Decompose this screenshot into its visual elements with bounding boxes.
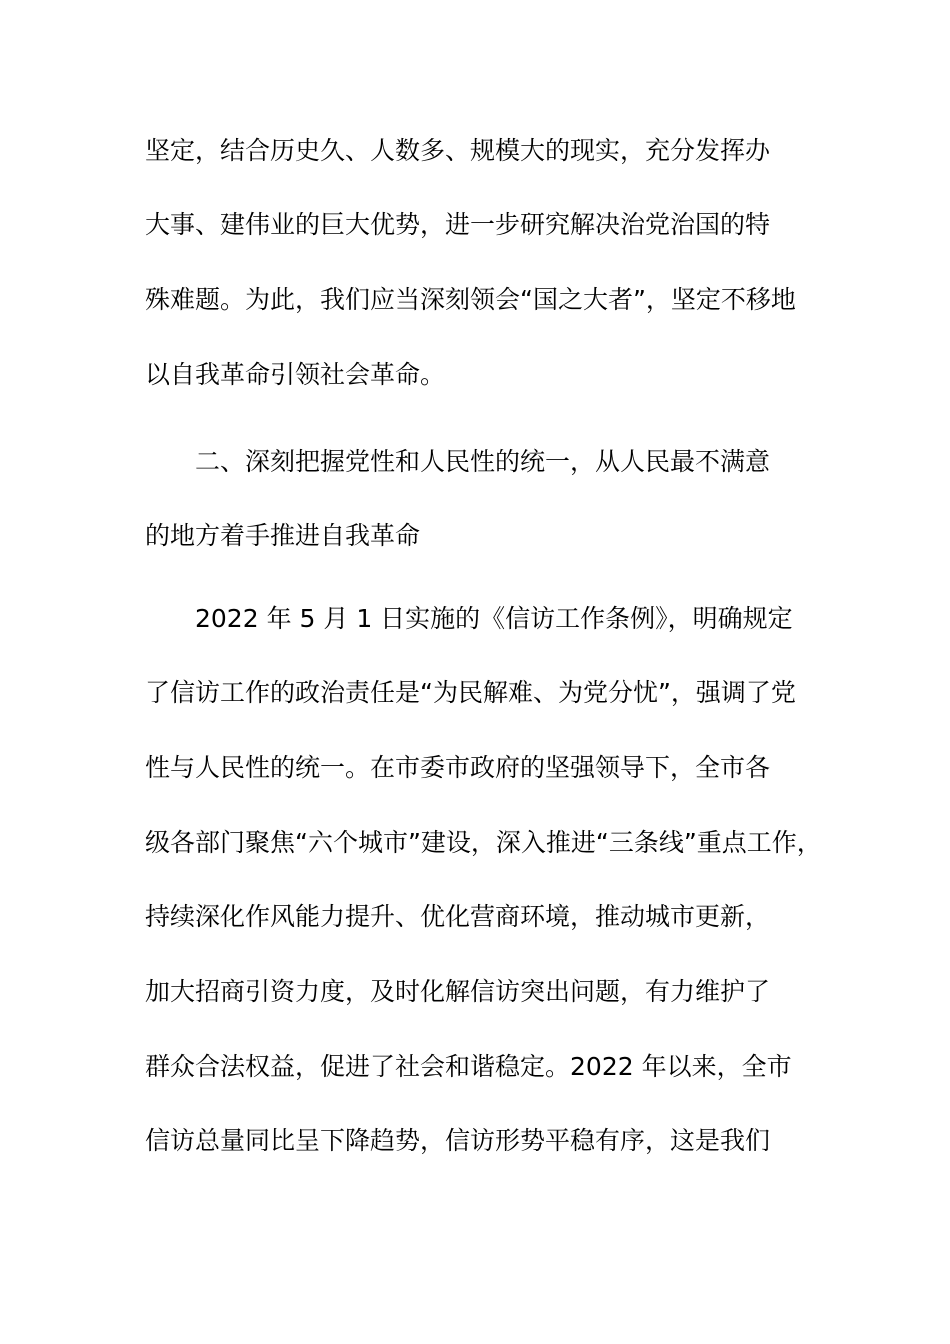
- paragraph-2-line-7: 群众合法权益，促进了社会和谐稳定。2022 年以来，全市: [145, 1052, 792, 1081]
- paragraph-2-line-5: 持续深化作风能力提升、优化营商环境，推动城市更新，: [145, 902, 771, 931]
- paragraph-2-line-8: 信访总量同比呈下降趋势，信访形势平稳有序，这是我们: [145, 1126, 771, 1155]
- paragraph-2-line-1: 2022 年 5 月 1 日实施的《信访工作条例》，明确规定: [195, 604, 793, 633]
- paragraph-1-line-4: 以自我革命引领社会革命。: [145, 360, 446, 389]
- section-heading-line-1: 二、深刻把握党性和人民性的统一，从人民最不满意: [195, 447, 771, 476]
- paragraph-1-line-2: 大事、建伟业的巨大优势，进一步研究解决治党治国的特: [145, 210, 771, 239]
- paragraph-2-line-3: 性与人民性的统一。在市委市政府的坚强领导下，全市各: [145, 753, 771, 782]
- paragraph-2-line-2: 了信访工作的政治责任是“为民解难、为党分忧”，强调了党: [145, 678, 796, 707]
- paragraph-2-line-4: 级各部门聚焦“六个城市”建设，深入推进“三条线”重点工作，: [145, 828, 822, 857]
- section-heading-line-2: 的地方着手推进自我革命: [145, 521, 421, 550]
- paragraph-1-line-3: 殊难题。为此，我们应当深刻领会“国之大者”，坚定不移地: [145, 285, 796, 314]
- paragraph-1-line-1: 坚定，结合历史久、人数多、规模大的现实，充分发挥办: [145, 136, 771, 165]
- paragraph-2-line-6: 加大招商引资力度，及时化解信访突出问题，有力维护了: [145, 977, 771, 1006]
